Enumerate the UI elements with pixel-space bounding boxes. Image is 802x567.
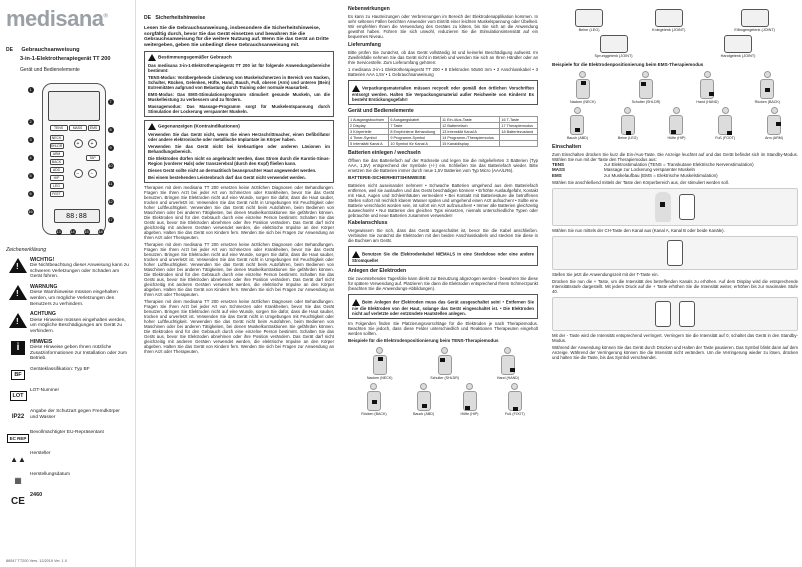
callout-number: 13 [56, 229, 61, 234]
mode-item-tens: TENS zur Elektrostimulation (TENS = Transkutane Elektrische Nervenstimulation) [552, 162, 754, 167]
safety-intro: Lesen Sie die Gebrauchsanweisung, insbesondere die Sicherheitshinweise, sorgfältig durch, bevor Sie das Gerät einsetzen und bewahren Sie die Gebrauchsanweisung für die weitere Nutzung auf. Wenn Sie das Gerät an Dritte weitergeben, geben Sie unbedingt diese Gebrauchsanweisung mit. [144, 26, 329, 48]
lot-icon: LOT [10, 391, 27, 401]
warning-icon [352, 251, 360, 258]
joint-figure: Sprunggelenk (JOINT) [595, 35, 633, 58]
safety-heading: Sicherheitshinweise [155, 15, 206, 21]
callout-number: 5 [29, 173, 32, 178]
document-footer: 86547 TT200 Vers. 12/2019 Ver. 1.0 [6, 559, 67, 563]
intended-use-box: Bestimmungsgemäßer Gebrauch Das medisana 3-in-1-Elektrotherapiegerät TT 200 ist für folgende Anwendungsbereiche bestimmt: TENS-Modus: Vorübergehende Linderung von Muskelschmerzen in Bereich von Nacken, Schulter, Rücken, Gelenken, Hüfte, Hand, Bauch, Fuß, oberen (Arm) und unteren (Bein) Extremitäten aufgrund von Belastung durch Training oder normale Hausarbeit. EMS-Modus: Das EMS-Stimulationsprogramm stimuliert gesunde Muskeln, um die Muskelleistung zu verbessern und zu fördern. Massagemodus: Das Massage-Programm sorgt für Muskelentspannung durch Stimulation der Lockerung verspannter Muskeln. [144, 51, 334, 117]
mode-item-mass: MASS Massage zur Lockerung verspannter Muskeln [552, 167, 696, 173]
tens-examples-title: Beispiele für die Elektrodenpositionierung beim TENS-Therapiemodus [348, 338, 499, 343]
callout-number: 15 [84, 229, 89, 234]
warning-icon: ! [9, 258, 27, 273]
tens-figures-row [348, 383, 538, 416]
manufacturer-icon: ▲▲ [10, 454, 26, 464]
callout-number: 6 [29, 191, 32, 196]
callout-number: 14 [70, 229, 75, 234]
symbol-row-ecrep: EC REP Bevollmächtigter EU-Repräsentant [6, 430, 129, 446]
electrode-text: Die zuvorstehenden Tagesfolie kann direkt zur Benutzung abgezogen werden - bewahren Sie diese für spätere Verwendung auf. Platzieren Sie dann die Elektroden entsprechend Ihrem Schmerzpunkt (beachten Sie die Anwendungs-Abbildungen). [348, 276, 538, 291]
symbol-row-bf: BF Geräteklassifikation: Typ BF [6, 367, 129, 383]
joint-figure: Beine (LEG) [575, 9, 603, 32]
device-button-shldr: SHLDR [50, 143, 63, 148]
step-text: Mit der - Taste wird die Intensität entsprechend verringert. Verringern Sie die Intensität auf 0, schaltet das Gerät in den Standby-Modus. [552, 333, 798, 344]
body-figure: Hüfte (HIP) [667, 107, 685, 140]
table-row: 3 Körperteile 8 Empfohlene Behandlung 13 Intensität Kanal A 18 Batteriezustand [349, 129, 538, 135]
device-screen [48, 91, 100, 121]
cable-warning: Benutzen Sie die Elektrodenkabel NIEMALS in eine Steckdose oder eine andere Stromquelle! [348, 246, 538, 266]
mode-item-ems: EMS zur Muskelaufbau (EMS = Elektrische Muskelstimulation) [552, 172, 718, 178]
body-figure: Bauch (ABD) [413, 383, 434, 416]
body-figure: Hüfte (HIP) [461, 383, 479, 416]
minus-icon: − [88, 169, 97, 178]
warning-icon [148, 123, 156, 130]
battery-text: Öffnen Sie das Batteriefach auf der Rückseite und legen Sie die mitgelieferten 3 Batterien (Typ AAA, 1,5V) entsprechend der Symbole (+/-) ein. Schließen Sie das Batteriefach wieder. Bitte ersetzen Sie die Batterien immer durch neue 1,5V Batterien vom Typ Micro (AAA/LR6). [348, 158, 538, 173]
safety-body-text: Therapien mit dem medisana TT 200 ersetzen keine ärztlichen Diagnosen oder Behandlungen. Fragen Sie Ihren Arzt bei jeder Art von Schmerzen oder Krankheiten, bevor Sie das Gerät benutzen. Bringen Sie Elektroden nicht auf eine Wunde, sorgen Sie dafür, dass die Haut sauber, trocken und unverletzt ist. Verwenden Sie das Gerät nicht in Umgebungen mit Feuchtigkeit oder hoher Luftfeuchtigkeit. Verwenden Sie das Gerät nicht beim Autofahren, beim Bedienen von Maschinen oder bei anderen Tätigkeiten, bei denen Muskelkontraktionen Sie gefährden können. Die Elektroden sind für den Gebrauch durch eine einzelne Person bestimmt. Schalten Sie das Gerät aus, bevor Sie Elektroden abnehmen oder ihre Position verändern. Das Gerät darf nicht gleichzeitig mit anderen Geräten verwendet werden, die elektrische Impulse an den Körper abgeben. Halten Sie das Gerät von Kindern fern. Wenden Sie sich bei Fragen zur Anwendung an Ihren Arzt oder Therapeuten. [144, 242, 334, 298]
instruction-illustration [552, 236, 798, 270]
callout-number: 4 [29, 155, 32, 160]
callout-number: 1 [29, 87, 32, 92]
symbol-row-ip22: IP22 Angabe der Schutzart gegen Fremdkörper und Wasser [11, 409, 120, 420]
manual-title: Gebrauchsanweisung [21, 47, 80, 53]
scope-title: Lieferumfang [348, 42, 381, 48]
language-code: DE [144, 15, 151, 21]
step-text: Wählen Sie nun mittels der CH-Taste den Kanal aus (Kanal A, Kanal B oder beide Kanäle). [552, 228, 725, 234]
side-effects-text: Es kann zu Hautreizungen oder Verbrennungen im Bereich der Elektrodenapplikation kommen. In sehr seltenen Fällen berichten Anwender vom Eintritt einer leichten Muskelspannung oder Übelkeit. Wir empfehlen Ihnen die Verwendung des Gerätes zu klären, bis Sie sich an die Anwendung gewöhnt haben. Führen Sie sich unwohl, reduzieren Sie die Stimulationsintensität auf ein bequemes Niveau. [348, 14, 538, 39]
device-button-tap: TAP [86, 155, 100, 161]
warning-icon [148, 54, 156, 61]
device-button-tens: TENS [50, 125, 68, 131]
device-button-arm: ARM [50, 151, 64, 157]
body-figure: Fuß (FOOT) [505, 383, 525, 416]
joint-figure: Ellbogengelenk (JOINT) [734, 9, 775, 32]
instruction-illustration [552, 188, 798, 226]
symbol-row-date: ▦ Herstellungsdatum [14, 472, 70, 485]
legend-item-important: ! WICHTIG! Die Nichtbeachtung dieser Anweisung kann zu schweren Verletzungen oder Schäden am Gerät führen. [6, 258, 129, 280]
callout-number: 3 [29, 137, 32, 142]
battery-safety-title: BATTERIE-SICHERHEITSHINWEISE [348, 175, 426, 180]
controls-table [348, 116, 538, 147]
joint-figures-row [552, 35, 798, 58]
device-button-hip: HIP [50, 175, 64, 181]
device-button-feet: FEET [50, 191, 64, 197]
body-figure: Schulter (SHLDR) [430, 347, 459, 380]
ip22-icon: IP22 [11, 414, 25, 420]
power-on-title: Einschalten [552, 144, 582, 150]
joint-figure: Handgelenk (JOINT) [721, 35, 756, 58]
body-figure: Hand (HAND) [696, 71, 718, 104]
plus-icon: + [74, 139, 83, 148]
callout-number: 9 [109, 145, 112, 150]
body-figure: Hand (HAND) [497, 347, 519, 380]
legend-item-warning: ! WARNUNG Diese Warnhinweise müssen eingehalten werden, um mögliche Verletzungen des Benutzers zu verhindern. [6, 285, 129, 307]
ems-figures-row [552, 71, 798, 104]
minus-icon: − [74, 169, 83, 178]
device-button-back: BACK [50, 159, 64, 165]
callout-number: 17 [108, 217, 113, 222]
mode-text: Im Folgenden finden Sie Platzierungsvorschläge für die Elektroden je nach Therapiemodus. Beachten Sie jedoch, dass diese Felder unterschiedlich und Reaktionen Therapeuten eingeholt werden sollten. [348, 321, 538, 336]
battery-safety-text: Batterien nicht auseinander nehmen! • Schwache Batterien umgehend aus dem Batteriefach entfernen, weil sie auslaufen und das Gerät beschädigen können! • Erhöhte Auslaufgefahr, Kontakt mit Haut, Augen und Schleimhäuten vermeiden! • Bei Kontakt mit Batteriesäure die betroffenen Stellen sofort mit reichlich klarem Wasser spülen und umgehend einen Arzt aufsuchen! • Sollte eine Batterie verschluckt worden sein, ist sofort ein Arzt aufzusuchen! • Immer alle Batterien gleichzeitig auswechseln! • Nur Batterien des gleichen Typs einsetzen, niemals unterschiedliche Typen oder gebrauchte und neue Batterien zusammen verwenden! [348, 183, 538, 218]
packaging-warning: Verpackungsmaterialien müssen recycelt oder gemäß den örtlichen Vorschriften entsorgt werden. Halten Sie Verpackungsmaterial außer Reichweite von Kindern! Es besteht Erstickungsgefahr! [348, 80, 538, 105]
bf-icon: BF [11, 370, 24, 380]
device-button-add: ADD [50, 167, 64, 173]
symbol-row-lot: LOT LOT-Nummer [6, 388, 129, 404]
column-safety [138, 0, 338, 567]
device-illustration [26, 79, 113, 239]
callout-number: 11 [108, 181, 113, 186]
callout-number: 10 [108, 163, 113, 168]
contraindications-box: Gegenanzeigen (Kontraindikationen) Verwenden Sie das Gerät nicht, wenn Sie einen Herzschrittmacher, einen Defibrillator oder andere elektronische oder metallische Implantate im Körper haben. Verwenden Sie das Gerät nicht bei krebsartigen oder anderen Läsionen im Behandlungsbereich. Die Elektroden dürfen nicht so angebracht werden, dass Strom durch die Karotis-Sinus-Region (vorderer Hals) oder transzerebral (durch den Kopf) fließen kann. Dieses Gerät sollte nicht an dermatitisch beanspruchter Haut angewendet werden. Bei einem bestehenden Leistenbruch darf das Gerät nicht verwendet werden. [144, 120, 334, 183]
safety-body-text: Therapien mit dem medisana TT 200 ersetzen keine ärztlichen Diagnosen oder Behandlungen. Fragen Sie Ihren Arzt bei jeder Art von Schmerzen oder Krankheiten, bevor Sie das Gerät benutzen. Bringen Sie Elektroden nicht auf eine Wunde, sorgen Sie dafür, dass die Haut sauber, trocken und unverletzt ist. Verwenden Sie das Gerät nicht in Umgebungen mit Feuchtigkeit oder hoher Luftfeuchtigkeit. Verwenden Sie das Gerät nicht beim Autofahren, beim Bedienen von Maschinen oder bei anderen Tätigkeiten, bei denen Muskelkontraktionen Sie gefährden können. Die Elektroden sind für den Gebrauch durch eine einzelne Person bestimmt. Schalten Sie das Gerät aus, bevor Sie Elektroden abnehmen oder ihre Position verändern. Das Gerät darf nicht gleichzeitig mit anderen Geräten verwendet werden, die elektrische Impulse an den Körper abgeben. Halten Sie das Gerät von Kindern fern. Wenden Sie sich bei Fragen zur Anwendung an Ihren Arzt oder Therapeuten. [144, 185, 334, 241]
manual-subtitle: 3-in-1-Elektrotherapiegerät TT 200 [20, 56, 111, 62]
scope-items: 1 medisana 3-in-1 Elektrotherapiegerät TT 200 • 8 Elektroden 50x50 mm • 2 Anschlusskabel • 3 Batterien AAA 1,5V • 1 Gebrauchsanweisung [348, 67, 538, 77]
manufacture-date-icon: ▦ [14, 475, 22, 485]
controls-title: Gerät und Bedienelemente [348, 108, 414, 114]
table-row: 4 Timer-Symbol 9 Programm-Symbol 14 Programm-/Therapiemodus [349, 135, 538, 141]
info-icon: i [11, 341, 25, 355]
brand-logo: medisana® [6, 6, 108, 31]
section-title: Gerät und Bedienelemente [20, 66, 80, 73]
body-figure: Bauch (ABD) [567, 107, 588, 140]
step-text: Wählen Sie anschließend mittels der Taste den Körperbereich aus, der stimuliert werden soll. [552, 180, 729, 186]
instruction-illustration [552, 297, 798, 331]
column-setup [342, 0, 542, 567]
step-text: Während der Anwendung können Sie das Gerät durch Drücken und Halten der Taste pausieren. Das Symbol blinkt dann auf dem Anzeige. Während der Verringerung können Sie die Intensität nicht verändern. Um die Verringerung wieder zu lösen, drücken und halten Sie die Taste, bis das Symbol verschwindet. [552, 345, 798, 361]
column-operation [546, 0, 802, 567]
callout-number: 12 [108, 199, 113, 204]
electrode-warning: Beim Anlegen der Elektroden muss das Gerät ausgeschaltet sein! • Entfernen Sie nie die Elektroden von der Haut, solange das Gerät eingeschaltet ist. • Die Elektroden nicht auf verletzte oder entzündete Hautstellen anlegen. [348, 294, 538, 319]
callout-number: 18 [98, 229, 103, 234]
body-figure: Schulter (SHLDR) [632, 71, 661, 104]
safety-body-text: Therapien mit dem medisana TT 200 ersetzen keine ärztlichen Diagnosen oder Behandlungen. Fragen Sie Ihren Arzt bei jeder Art von Schmerzen oder Krankheiten, bevor Sie das Gerät benutzen. Bringen Sie Elektroden nicht auf eine Wunde, sorgen Sie dafür, dass die Haut sauber, trocken und unverletzt ist. Verwenden Sie das Gerät nicht in Umgebungen mit Feuchtigkeit oder hoher Luftfeuchtigkeit. Verwenden Sie das Gerät nicht beim Autofahren, beim Bedienen von Maschinen oder bei anderen Tätigkeiten, bei denen Muskelkontraktionen Sie gefährden können. Die Elektroden sind für den Gebrauch durch eine einzelne Person bestimmt. Schalten Sie das Gerät aus, bevor Sie Elektroden abnehmen oder ihre Position verändern. Das Gerät darf nicht gleichzeitig mit anderen Geräten verwendet werden, die elektrische Impulse an den Körper abgeben. Halten Sie das Gerät von Kindern fern. Wenden Sie sich bei Fragen zur Anwendung an Ihren Arzt oder Therapeuten. [144, 299, 334, 355]
legend-heading: Zeichenerklärung [6, 246, 47, 253]
warning-icon [352, 85, 360, 92]
joint-figure: Kniegelenk (JOINT) [652, 9, 685, 32]
warning-icon: ! [9, 285, 27, 300]
device-button-ems: EMS [88, 125, 100, 131]
device-button-leg: LEG [50, 183, 64, 189]
warning-icon [352, 299, 360, 306]
tens-figures-row [348, 347, 538, 380]
body-figure: Rücken (BACK) [361, 383, 386, 416]
body-figure: Rücken (BACK) [755, 71, 780, 104]
body-figure: Fuß (FOOT) [715, 107, 735, 140]
legend-item-note: i HINWEIS Diese Hinweise geben Ihnen nützliche Zusatzinformationen zur Installation oder zum Betrieb. [6, 340, 129, 362]
callout-number: 16 [28, 209, 33, 214]
ems-examples-title: Beispiele für die Elektrodenpositionierung beim EMS-Therapiemodus [552, 62, 704, 67]
joint-figures-row [552, 9, 798, 32]
table-row: 1 Ausgangsbuchsen 6 Ausgangskabel 11 Ein-/Aus-Taste 16 T-Taste [349, 117, 538, 123]
body-figure: Beine (LEG) [618, 107, 638, 140]
caution-icon: ! [9, 313, 27, 328]
callout-number: 2 [29, 119, 32, 124]
symbol-row-manufacturer: ▲▲ Hersteller [10, 451, 51, 464]
column-device-overview [0, 0, 136, 567]
device-display: 88:88 [54, 209, 100, 223]
ce-mark-icon: CE [11, 495, 25, 507]
scope-text: Bitte prüfen Sie zunächst, ob das Gerät vollständig ist und keinerlei Beschädigung aufweist. Im Zweifelsfalle nehmen Sie das Gerät nicht in Betrieb und wenden Sie sich an Ihren Händler oder an Ihre Servicestelle. Zum Lieferumfang gehören: [348, 50, 538, 65]
step-text: Drücken Sie nun die + Taste, um die Intensität des betreffenden Kanals zu erhöhen. Auf dem Display wird die entsprechende Intensitätsstufe dargestellt. Mit jedem Druck auf die + Taste erhöhen Sie die Intensität weiter, erhöhen bis zur maximalen Stufe 40. [552, 279, 798, 295]
body-figure: Arm (ARM) [765, 107, 783, 140]
language-code: DE [6, 47, 13, 53]
callout-number: 7 [109, 99, 112, 104]
electrode-title: Anlegen der Elektroden [348, 268, 407, 274]
step-text: Stellen Sie jetzt die Anwendungszeit mit der T-Taste ein. [552, 272, 659, 278]
plus-icon: + [88, 139, 97, 148]
body-figure: Nacken (NECK) [570, 71, 596, 104]
battery-title: Batterien einlegen / wechseln [348, 150, 421, 156]
cable-text: Vergewissern Sie sich, dass das Gerät ausgeschaltet ist, bevor Sie die Kabel anschließen. Verbinden Sie zunächst die Elektroden mit den beiden Anschlusskabeln und stecken Sie diese in die Buchsen am Gerät. [348, 228, 538, 243]
callout-number: 8 [109, 127, 112, 132]
cable-title: Kabelanschluss [348, 220, 388, 226]
body-figure: Nacken (NECK) [367, 347, 393, 380]
device-button-neck: NECK [50, 135, 64, 141]
symbol-row-ce: CE 2460 [11, 492, 43, 507]
table-row: 2 Display 7 Taste 12 Batteriefach 17 Therapiemodus [349, 123, 538, 129]
side-effects-title: Nebenwirkungen [348, 6, 390, 12]
legend-item-caution: ! ACHTUNG Diese Hinweise müssen eingehalten werden, um mögliche Beschädigungen am Gerät zu verhindern. [6, 312, 129, 334]
table-row: 5 Intensität Kanal A 10 Symbol für Kanal A 15 Kanaldisplay [349, 141, 538, 147]
device-button-mass: MASS [69, 125, 87, 131]
ec-rep-icon: EC REP [7, 434, 30, 443]
power-on-text: Zum Einschalten drücken Sie kurz die Ein-/Aus-Taste. Die Anzeige leuchtet auf und das Gerät befindet sich im Standby-Modus. Wählen Sie nun mit der Taste den Therapiemodus aus: [552, 152, 798, 162]
ems-figures-row [552, 107, 798, 140]
